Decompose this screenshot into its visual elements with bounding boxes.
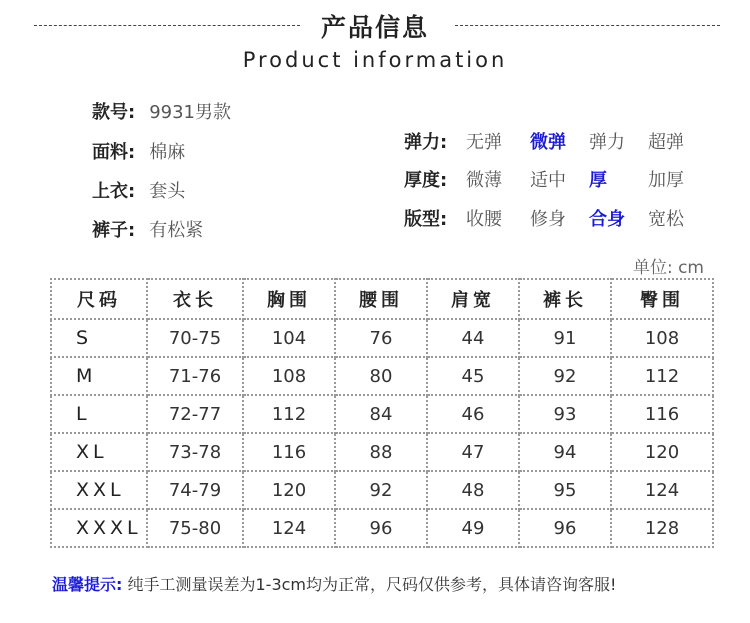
attr-label: 厚度:	[404, 170, 448, 191]
size-cell: XXXL	[51, 509, 147, 547]
table-cell: 72-77	[147, 395, 243, 433]
size-cell: S	[51, 319, 147, 357]
spec-label: 裤子:	[92, 220, 136, 241]
table-cell: 73-78	[147, 433, 243, 471]
attr-elasticity-label	[404, 128, 447, 154]
spec-label: 款号:	[92, 102, 136, 123]
column-header: 胸围	[243, 279, 335, 319]
table-cell: 94	[519, 433, 611, 471]
attr-label: 版型:	[404, 209, 448, 230]
table-cell: 112	[611, 357, 713, 395]
attr-fit-option-selected: 合身	[589, 209, 625, 230]
spec-value: 棉麻	[149, 142, 186, 163]
table-cell: 70-75	[147, 319, 243, 357]
spec-value: 9931男款	[149, 102, 232, 123]
table-cell: 120	[611, 433, 713, 471]
table-row	[51, 509, 713, 547]
column-header: 尺码	[51, 279, 147, 319]
table-row	[51, 395, 713, 433]
spec-value: 有松紧	[149, 220, 204, 241]
table-cell: 108	[611, 319, 713, 357]
table-cell: 116	[243, 433, 335, 471]
table-row	[51, 471, 713, 509]
attr-fit-option: 修身	[530, 209, 566, 230]
column-header: 肩宽	[427, 279, 519, 319]
table-cell: 116	[611, 395, 713, 433]
unit-label: 单位: cm	[632, 258, 704, 278]
table-cell: 88	[335, 433, 427, 471]
table-cell: 124	[611, 471, 713, 509]
table-cell: 92	[519, 357, 611, 395]
attr-thickness-label	[404, 166, 447, 192]
table-cell: 49	[427, 509, 519, 547]
column-header: 臀围	[611, 279, 713, 319]
page-subtitle: Product information	[242, 48, 508, 72]
table-cell: 47	[427, 433, 519, 471]
attr-fit-option: 收腰	[466, 209, 502, 230]
table-cell: 104	[243, 319, 335, 357]
column-header: 衣长	[147, 279, 243, 319]
attr-elasticity-option: 无弹	[466, 132, 502, 153]
table-cell: 74-79	[147, 471, 243, 509]
table-cell: 75-80	[147, 509, 243, 547]
spec-pants	[92, 216, 203, 242]
table-row	[51, 433, 713, 471]
table-cell: 91	[519, 319, 611, 357]
spec-fabric	[92, 138, 185, 164]
spec-top	[92, 177, 185, 203]
spec-style-number	[92, 98, 231, 124]
table-cell: 120	[243, 471, 335, 509]
table-cell: 44	[427, 319, 519, 357]
column-header: 裤长	[519, 279, 611, 319]
attr-thickness-option-selected: 厚	[589, 170, 607, 191]
tip-text: 纯手工测量误差为1-3cm均为正常，尺码仅供参考，具体请咨询客服!	[127, 575, 617, 594]
table-cell: 76	[335, 319, 427, 357]
table-cell: 95	[519, 471, 611, 509]
table-cell: 45	[427, 357, 519, 395]
table-cell: 93	[519, 395, 611, 433]
table-cell: 128	[611, 509, 713, 547]
spec-label: 上衣:	[92, 181, 136, 202]
table-cell: 48	[427, 471, 519, 509]
attr-thickness-option: 加厚	[648, 170, 684, 191]
size-chart-table	[50, 278, 714, 548]
table-cell: 92	[335, 471, 427, 509]
table-row	[51, 357, 713, 395]
table-cell: 124	[243, 509, 335, 547]
table-cell: 96	[519, 509, 611, 547]
attr-label: 弹力:	[404, 132, 448, 153]
attr-thickness-option: 微薄	[466, 170, 502, 191]
table-cell: 112	[243, 395, 335, 433]
table-header-row	[51, 279, 713, 319]
size-cell: XXL	[51, 471, 147, 509]
attr-fit-label	[404, 205, 447, 231]
size-cell: M	[51, 357, 147, 395]
table-cell: 96	[335, 509, 427, 547]
spec-value: 套头	[149, 181, 186, 202]
table-cell: 84	[335, 395, 427, 433]
page-title: 产品信息	[320, 13, 429, 42]
attr-fit-option: 宽松	[648, 209, 684, 230]
spec-label: 面料:	[92, 142, 136, 163]
table-cell: 46	[427, 395, 519, 433]
size-tip	[52, 572, 616, 595]
tip-label: 温馨提示:	[52, 575, 123, 594]
table-cell: 108	[243, 357, 335, 395]
attr-elasticity-option: 弹力	[589, 132, 625, 153]
attr-thickness-option: 适中	[530, 170, 566, 191]
attr-elasticity-option-selected: 微弹	[530, 132, 566, 153]
attr-elasticity-option: 超弹	[648, 132, 684, 153]
table-cell: 80	[335, 357, 427, 395]
table-row	[51, 319, 713, 357]
table-cell: 71-76	[147, 357, 243, 395]
size-cell: L	[51, 395, 147, 433]
size-cell: XL	[51, 433, 147, 471]
column-header: 腰围	[335, 279, 427, 319]
